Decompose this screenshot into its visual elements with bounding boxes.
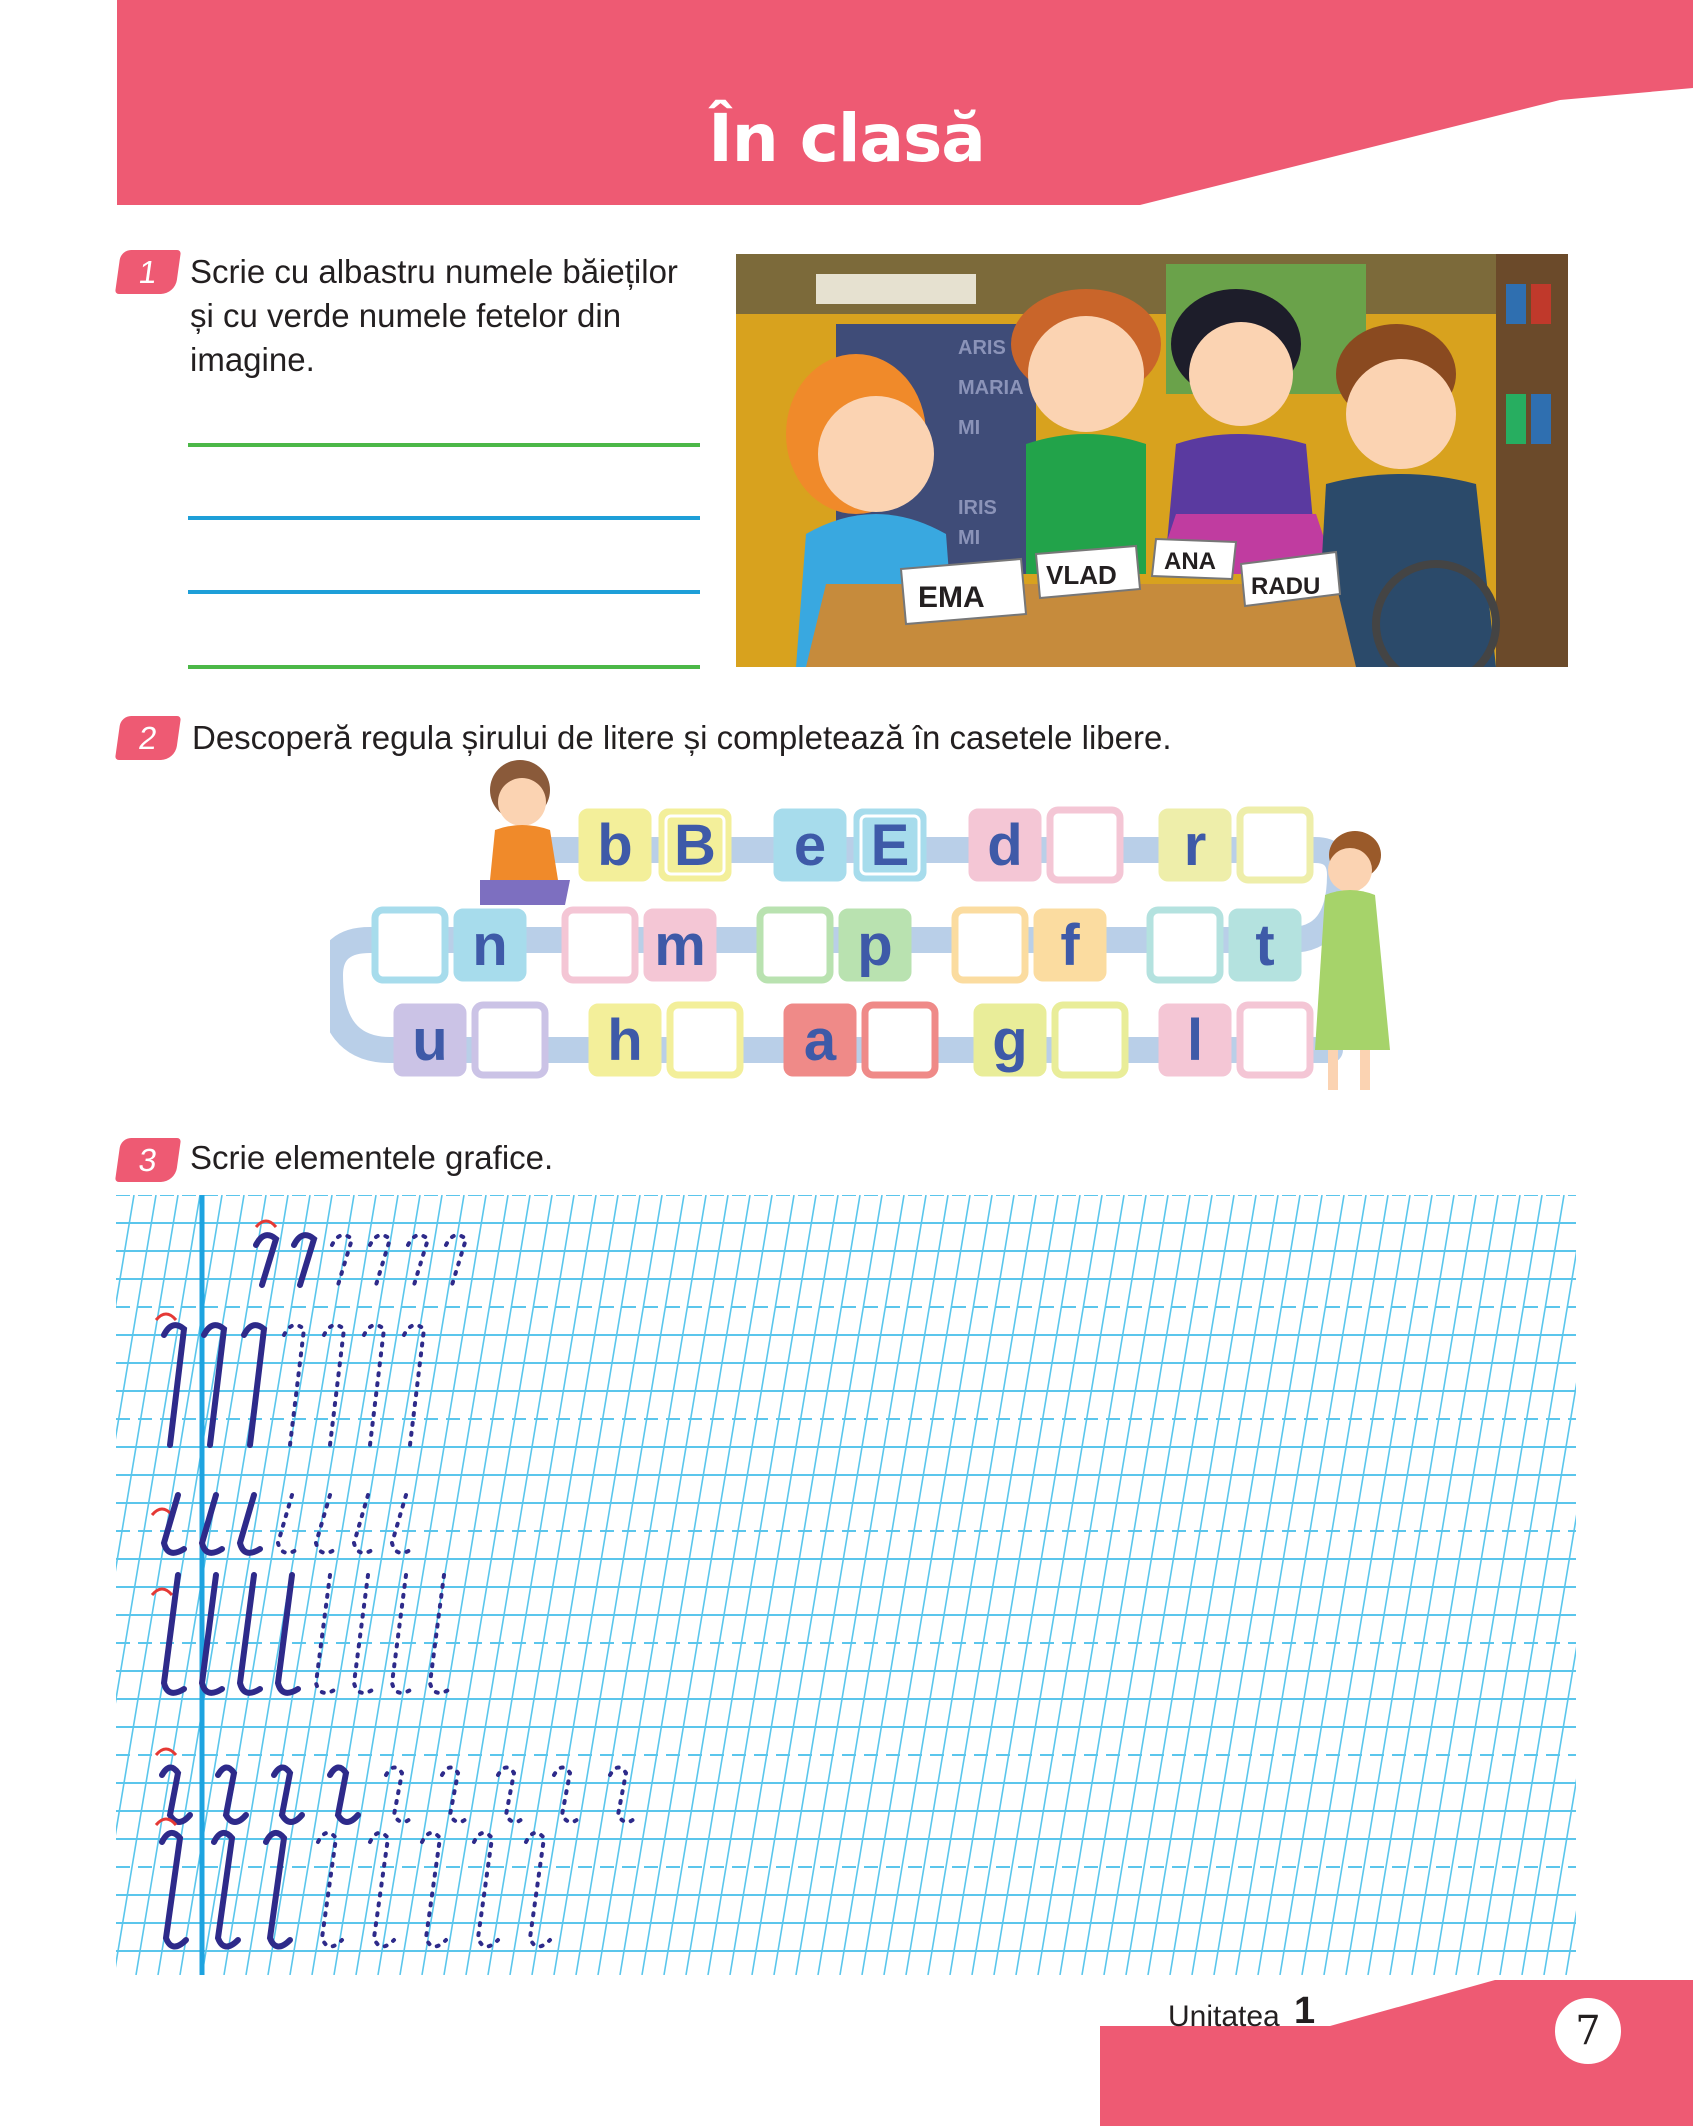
grid-slant-line [884,1195,1014,1975]
grid-slant-line [1346,1195,1476,1975]
solid-trace-stroke [164,1325,184,1445]
solid-trace-stroke [330,1767,358,1822]
grid-slant-line [444,1195,574,1975]
page-number: 7 [1555,1998,1621,2064]
tile-letter: l [1186,1008,1204,1073]
grid-slant-line [312,1195,442,1975]
name-card-radu: RADU [1251,573,1321,600]
grid-slant-line [1456,1195,1576,1975]
direction-arrow-icon [156,1314,176,1320]
grid-slant-line [268,1195,398,1975]
dotted-trace-stroke [430,1575,450,1693]
grid-slant-line [774,1195,904,1975]
grid-slant-line [1170,1195,1300,1975]
solid-trace-stroke [202,1575,222,1693]
tile-letter: d [987,813,1023,878]
dotted-trace-stroke [610,1767,638,1822]
solid-trace-stroke [162,1833,186,1947]
grid-slant-line [554,1195,684,1975]
tile-letter: b [597,813,633,878]
grid-slant-line [1434,1195,1564,1975]
grid-slant-line [290,1195,420,1975]
solid-trace-stroke [214,1833,238,1947]
exercise-3-number: 3 [115,1138,181,1182]
grid-slant-line [1566,1195,1576,1975]
empty-letter-box[interactable] [565,910,635,980]
grid-slant-line [1104,1195,1234,1975]
dotted-trace-stroke [408,1235,428,1285]
grid-slant-line [840,1195,970,1975]
grid-slant-line [708,1195,838,1975]
tile-letter: g [992,1008,1028,1073]
grid-slant-line [730,1195,860,1975]
dotted-trace-stroke [316,1575,336,1693]
dotted-trace-stroke [332,1235,352,1285]
empty-letter-box[interactable] [1055,1005,1125,1075]
answer-line-1[interactable] [188,443,700,447]
tile-letter: f [1060,913,1080,978]
dotted-trace-stroke [354,1575,374,1693]
answer-line-3[interactable] [188,590,700,594]
girl-character [480,760,570,905]
unit-number: 1 [1294,1990,1316,2032]
empty-letter-box[interactable] [1150,910,1220,980]
dotted-trace-stroke [392,1575,412,1693]
board-name: MI [958,527,981,549]
tile-letter: t [1255,913,1275,978]
solid-trace-stroke [164,1575,184,1693]
grid-slant-line [972,1195,1102,1975]
letter-sequence-puzzle [330,760,1410,1100]
grid-slant-line [1324,1195,1454,1975]
grid-slant-line [1412,1195,1542,1975]
grid-slant-line [994,1195,1124,1975]
page-title: În clasă [708,100,985,177]
exercise-3-instruction: Scrie elementele grafice. [190,1139,554,1176]
board-name: ARIS [958,337,1006,359]
exercise-1-line-2: și cu verde numele fetelor din [190,297,622,334]
grid-slant-line [116,1195,178,1975]
grid-slant-line [1302,1195,1432,1975]
grid-slant-line [928,1195,1058,1975]
dotted-trace-stroke [370,1833,394,1947]
grid-slant-line [1126,1195,1256,1975]
grid-slant-line [664,1195,794,1975]
grid-slant-line [510,1195,640,1975]
tile-letter: h [607,1008,643,1073]
grid-slant-line [356,1195,486,1975]
exercise-2-instruction: Descoperă regula șirului de litere și completează în casetele libere. [192,719,1172,756]
grid-slant-line [1038,1195,1168,1975]
answer-line-4[interactable] [188,665,700,669]
empty-letter-box[interactable] [475,1005,545,1075]
solid-trace-stroke [266,1833,290,1947]
tile-letter: E [870,813,910,878]
exercise-1-line-3: imagine. [190,341,315,378]
dotted-trace-stroke [386,1767,414,1822]
tile-letter: e [793,813,827,878]
grid-slant-line [1390,1195,1520,1975]
grid-slant-line [116,1195,156,1975]
tile-letter: r [1183,813,1207,878]
grid-slant-line [752,1195,882,1975]
unit-label: Unitatea [1168,2000,1280,2033]
grid-slant-line [950,1195,1080,1975]
grid-slant-line [1214,1195,1344,1975]
board-name: IRIS [958,497,997,519]
empty-letter-box[interactable] [670,1005,740,1075]
grid-slant-line [642,1195,772,1975]
tile-letter: n [472,913,508,978]
grid-slant-line [116,1195,222,1975]
empty-letter-box[interactable] [1240,810,1310,880]
answer-line-2[interactable] [188,516,700,520]
grid-slant-line [818,1195,948,1975]
exercise-1-instruction [190,250,678,382]
handwriting-grid [116,1195,1576,1975]
solid-trace-stroke [218,1767,246,1822]
empty-letter-box[interactable] [865,1005,935,1075]
dotted-trace-stroke [474,1833,498,1947]
grid-slant-line [532,1195,662,1975]
grid-slant-line [202,1195,332,1975]
board-name: MI [958,417,981,439]
grid-slant-line [1016,1195,1146,1975]
grid-slant-line [686,1195,816,1975]
grid-slant-line [796,1195,926,1975]
solid-trace-stroke [256,1235,276,1285]
classroom-illustration [736,254,1568,667]
grid-slant-line [1544,1195,1576,1975]
empty-letter-box[interactable] [1050,810,1120,880]
grid-slant-line [1148,1195,1278,1975]
tile-letter: p [857,913,893,978]
grid-slant-line [466,1195,596,1975]
dotted-trace-stroke [324,1325,344,1445]
tile-letter: m [654,913,706,978]
tile-letter: B [674,813,716,878]
empty-letter-box[interactable] [760,910,830,980]
grid-slant-line [1478,1195,1576,1975]
empty-letter-box[interactable] [955,910,1025,980]
empty-letter-box[interactable] [1240,1005,1310,1075]
tile-letter: a [803,1008,837,1073]
dotted-trace-stroke [318,1833,342,1947]
grid-slant-line [400,1195,530,1975]
grid-slant-line [488,1195,618,1975]
grid-slant-line [862,1195,992,1975]
solid-trace-stroke [204,1325,224,1445]
empty-letter-box[interactable] [375,910,445,980]
solid-trace-stroke [244,1325,264,1445]
grid-slant-line [1500,1195,1576,1975]
grid-slant-line [1368,1195,1498,1975]
name-card-vlad: VLAD [1046,560,1117,590]
grid-slant-line [246,1195,376,1975]
grid-slant-line [1258,1195,1388,1975]
grid-lines [116,1195,1576,1975]
exercise-1-number: 1 [115,250,181,294]
grid-slant-line [576,1195,706,1975]
grid-slant-line [1280,1195,1410,1975]
exercise-2-number: 2 [115,716,181,760]
name-card-ana: ANA [1164,548,1216,575]
grid-slant-line [1060,1195,1190,1975]
grid-slant-line [598,1195,728,1975]
grid-slant-line [1236,1195,1366,1975]
board-name: MARIA [958,377,1024,399]
grid-slant-line [1522,1195,1576,1975]
exercise-1-line-1: Scrie cu albastru numele băieților [190,253,678,290]
grid-slant-line [620,1195,750,1975]
grid-slant-line [116,1195,134,1975]
dotted-trace-stroke [404,1325,424,1445]
grid-slant-line [906,1195,1036,1975]
grid-slant-line [1082,1195,1212,1975]
tile-letter: u [412,1008,448,1073]
name-card-ema: EMA [918,581,985,614]
grid-slant-line [1192,1195,1322,1975]
